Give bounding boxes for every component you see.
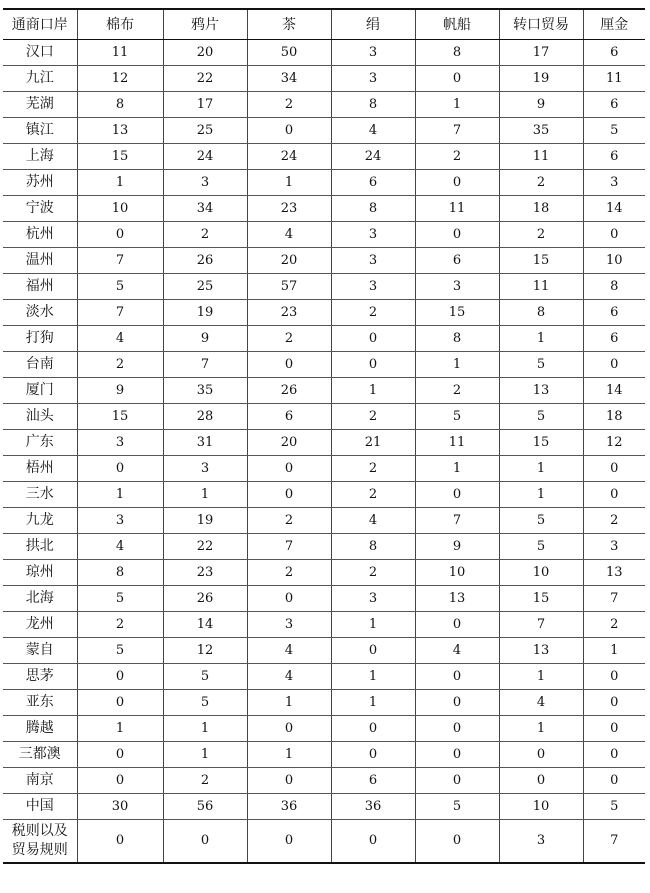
table-row xyxy=(3,611,645,637)
value-cell: 2 xyxy=(331,481,415,507)
port-name-cell: 上海 xyxy=(3,143,77,169)
table-row xyxy=(3,91,645,117)
port-name-cell: 中国 xyxy=(3,793,77,819)
port-name-cell: 福州 xyxy=(3,273,77,299)
value-cell: 11 xyxy=(415,195,499,221)
port-name-cell: 拱北 xyxy=(3,533,77,559)
value-cell: 3 xyxy=(331,65,415,91)
trade-statistics-table xyxy=(3,8,645,864)
port-name-line: 贸易规则 xyxy=(11,841,68,858)
value-cell: 1 xyxy=(247,741,331,767)
value-cell: 57 xyxy=(247,273,331,299)
value-cell: 2 xyxy=(247,325,331,351)
port-name-cell: 三水 xyxy=(3,481,77,507)
value-cell: 5 xyxy=(583,793,645,819)
column-header: 厘金 xyxy=(583,9,645,39)
value-cell: 9 xyxy=(415,533,499,559)
table-row xyxy=(3,403,645,429)
value-cell: 1 xyxy=(247,689,331,715)
value-cell: 0 xyxy=(77,663,163,689)
value-cell: 7 xyxy=(415,507,499,533)
value-cell: 6 xyxy=(415,247,499,273)
value-cell: 2 xyxy=(583,611,645,637)
value-cell: 5 xyxy=(499,403,583,429)
value-cell: 24 xyxy=(247,143,331,169)
value-cell: 56 xyxy=(163,793,247,819)
table-row xyxy=(3,39,645,65)
value-cell: 50 xyxy=(247,39,331,65)
value-cell: 23 xyxy=(247,299,331,325)
value-cell: 23 xyxy=(247,195,331,221)
value-cell: 4 xyxy=(247,663,331,689)
value-cell: 8 xyxy=(415,39,499,65)
value-cell: 5 xyxy=(415,793,499,819)
table-row xyxy=(3,689,645,715)
value-cell: 2 xyxy=(77,611,163,637)
value-cell: 7 xyxy=(77,247,163,273)
port-name-cell: 杭州 xyxy=(3,221,77,247)
value-cell: 1 xyxy=(331,377,415,403)
port-name-cell: 温州 xyxy=(3,247,77,273)
value-cell: 13 xyxy=(499,377,583,403)
value-cell: 11 xyxy=(77,39,163,65)
value-cell: 11 xyxy=(499,273,583,299)
table-row xyxy=(3,819,645,863)
value-cell: 2 xyxy=(331,403,415,429)
value-cell: 20 xyxy=(163,39,247,65)
value-cell: 9 xyxy=(163,325,247,351)
value-cell: 5 xyxy=(415,403,499,429)
value-cell: 0 xyxy=(77,767,163,793)
value-cell: 11 xyxy=(499,143,583,169)
value-cell: 14 xyxy=(163,611,247,637)
value-cell: 0 xyxy=(499,741,583,767)
table-row xyxy=(3,715,645,741)
value-cell: 1 xyxy=(415,455,499,481)
value-cell: 3 xyxy=(247,611,331,637)
value-cell: 22 xyxy=(163,65,247,91)
value-cell: 7 xyxy=(247,533,331,559)
value-cell: 2 xyxy=(415,143,499,169)
value-cell: 12 xyxy=(163,637,247,663)
value-cell: 3 xyxy=(499,819,583,863)
value-cell: 26 xyxy=(163,247,247,273)
value-cell: 11 xyxy=(415,429,499,455)
value-cell: 3 xyxy=(163,169,247,195)
table-row xyxy=(3,637,645,663)
value-cell: 8 xyxy=(77,559,163,585)
value-cell: 0 xyxy=(331,351,415,377)
port-name-cell: 淡水 xyxy=(3,299,77,325)
value-cell: 5 xyxy=(77,585,163,611)
value-cell: 1 xyxy=(499,481,583,507)
port-name-cell: 九江 xyxy=(3,65,77,91)
value-cell: 13 xyxy=(499,637,583,663)
port-name-cell: 龙州 xyxy=(3,611,77,637)
value-cell: 34 xyxy=(163,195,247,221)
value-cell: 2 xyxy=(331,559,415,585)
value-cell: 0 xyxy=(583,351,645,377)
table-header xyxy=(3,9,645,39)
value-cell: 10 xyxy=(77,195,163,221)
column-header: 帆船 xyxy=(415,9,499,39)
trade-table-container xyxy=(3,8,645,864)
port-name-cell: 北海 xyxy=(3,585,77,611)
value-cell: 15 xyxy=(415,299,499,325)
value-cell: 5 xyxy=(77,637,163,663)
value-cell: 4 xyxy=(77,533,163,559)
port-name-cell: 汉口 xyxy=(3,39,77,65)
value-cell: 1 xyxy=(331,611,415,637)
value-cell: 2 xyxy=(163,221,247,247)
value-cell: 3 xyxy=(583,533,645,559)
port-name-cell: 思茅 xyxy=(3,663,77,689)
value-cell: 0 xyxy=(415,741,499,767)
value-cell: 1 xyxy=(163,741,247,767)
table-row xyxy=(3,377,645,403)
value-cell: 0 xyxy=(331,741,415,767)
table-body xyxy=(3,39,645,863)
table-row xyxy=(3,455,645,481)
value-cell: 0 xyxy=(499,767,583,793)
value-cell: 22 xyxy=(163,533,247,559)
value-cell: 5 xyxy=(499,351,583,377)
port-name-cell: 厦门 xyxy=(3,377,77,403)
value-cell: 19 xyxy=(163,299,247,325)
value-cell: 15 xyxy=(77,403,163,429)
value-cell: 6 xyxy=(583,325,645,351)
value-cell: 12 xyxy=(583,429,645,455)
value-cell: 4 xyxy=(247,637,331,663)
value-cell: 9 xyxy=(77,377,163,403)
value-cell: 7 xyxy=(77,299,163,325)
value-cell: 10 xyxy=(499,559,583,585)
value-cell: 15 xyxy=(499,429,583,455)
port-name-line: 税则以及 xyxy=(11,822,68,839)
table-row xyxy=(3,195,645,221)
port-name-cell xyxy=(3,819,77,863)
value-cell: 25 xyxy=(163,117,247,143)
port-name-cell: 三都澳 xyxy=(3,741,77,767)
value-cell: 0 xyxy=(247,767,331,793)
value-cell: 0 xyxy=(247,481,331,507)
value-cell: 36 xyxy=(247,793,331,819)
value-cell: 4 xyxy=(499,689,583,715)
table-row xyxy=(3,429,645,455)
value-cell: 23 xyxy=(163,559,247,585)
value-cell: 31 xyxy=(163,429,247,455)
value-cell: 0 xyxy=(415,689,499,715)
value-cell: 1 xyxy=(331,689,415,715)
value-cell: 2 xyxy=(247,559,331,585)
value-cell: 21 xyxy=(331,429,415,455)
value-cell: 15 xyxy=(499,247,583,273)
value-cell: 1 xyxy=(247,169,331,195)
table-row xyxy=(3,533,645,559)
value-cell: 0 xyxy=(77,455,163,481)
value-cell: 15 xyxy=(499,585,583,611)
value-cell: 2 xyxy=(331,455,415,481)
value-cell: 8 xyxy=(331,195,415,221)
value-cell: 1 xyxy=(415,91,499,117)
value-cell: 1 xyxy=(583,637,645,663)
value-cell: 0 xyxy=(331,819,415,863)
table-row xyxy=(3,663,645,689)
value-cell: 0 xyxy=(247,351,331,377)
value-cell: 2 xyxy=(415,377,499,403)
header-row xyxy=(3,9,645,39)
value-cell: 7 xyxy=(163,351,247,377)
value-cell: 0 xyxy=(583,221,645,247)
table-row xyxy=(3,741,645,767)
value-cell: 5 xyxy=(583,117,645,143)
port-name-cell: 台南 xyxy=(3,351,77,377)
value-cell: 1 xyxy=(77,481,163,507)
value-cell: 0 xyxy=(77,741,163,767)
value-cell: 1 xyxy=(415,351,499,377)
value-cell: 0 xyxy=(331,715,415,741)
port-name-cell: 腾越 xyxy=(3,715,77,741)
value-cell: 4 xyxy=(331,507,415,533)
value-cell: 9 xyxy=(499,91,583,117)
value-cell: 3 xyxy=(415,273,499,299)
table-row xyxy=(3,221,645,247)
table-row xyxy=(3,65,645,91)
value-cell: 3 xyxy=(331,585,415,611)
value-cell: 0 xyxy=(583,455,645,481)
value-cell: 8 xyxy=(331,533,415,559)
value-cell: 1 xyxy=(163,481,247,507)
value-cell: 0 xyxy=(247,715,331,741)
value-cell: 1 xyxy=(499,325,583,351)
value-cell: 0 xyxy=(331,637,415,663)
port-name-cell: 镇江 xyxy=(3,117,77,143)
value-cell: 24 xyxy=(331,143,415,169)
value-cell: 34 xyxy=(247,65,331,91)
port-name-cell: 宁波 xyxy=(3,195,77,221)
column-header: 棉布 xyxy=(77,9,163,39)
value-cell: 8 xyxy=(331,91,415,117)
value-cell: 17 xyxy=(499,39,583,65)
value-cell: 13 xyxy=(583,559,645,585)
value-cell: 1 xyxy=(331,663,415,689)
value-cell: 0 xyxy=(583,663,645,689)
value-cell: 10 xyxy=(415,559,499,585)
value-cell: 4 xyxy=(247,221,331,247)
value-cell: 8 xyxy=(499,299,583,325)
value-cell: 2 xyxy=(163,767,247,793)
value-cell: 2 xyxy=(77,351,163,377)
value-cell: 0 xyxy=(583,767,645,793)
column-header: 绢 xyxy=(331,9,415,39)
table-row xyxy=(3,247,645,273)
value-cell: 3 xyxy=(77,429,163,455)
table-row xyxy=(3,507,645,533)
value-cell: 8 xyxy=(415,325,499,351)
value-cell: 8 xyxy=(583,273,645,299)
column-header-port: 通商口岸 xyxy=(3,9,77,39)
value-cell: 6 xyxy=(583,39,645,65)
value-cell: 5 xyxy=(499,507,583,533)
value-cell: 1 xyxy=(163,715,247,741)
port-name-cell: 苏州 xyxy=(3,169,77,195)
value-cell: 3 xyxy=(583,169,645,195)
table-row xyxy=(3,767,645,793)
table-row xyxy=(3,299,645,325)
value-cell: 14 xyxy=(583,377,645,403)
value-cell: 6 xyxy=(583,91,645,117)
value-cell: 11 xyxy=(583,65,645,91)
table-row xyxy=(3,325,645,351)
value-cell: 7 xyxy=(583,585,645,611)
value-cell: 35 xyxy=(163,377,247,403)
value-cell: 5 xyxy=(163,663,247,689)
value-cell: 28 xyxy=(163,403,247,429)
value-cell: 0 xyxy=(583,481,645,507)
table-row xyxy=(3,273,645,299)
value-cell: 0 xyxy=(247,585,331,611)
port-name-cell: 琼州 xyxy=(3,559,77,585)
value-cell: 1 xyxy=(499,663,583,689)
value-cell: 7 xyxy=(499,611,583,637)
value-cell: 0 xyxy=(247,455,331,481)
value-cell: 1 xyxy=(77,715,163,741)
value-cell: 1 xyxy=(77,169,163,195)
value-cell: 19 xyxy=(163,507,247,533)
column-header: 转口贸易 xyxy=(499,9,583,39)
value-cell: 2 xyxy=(499,221,583,247)
table-row xyxy=(3,793,645,819)
port-name-cell: 亚东 xyxy=(3,689,77,715)
value-cell: 5 xyxy=(163,689,247,715)
value-cell: 36 xyxy=(331,793,415,819)
value-cell: 4 xyxy=(77,325,163,351)
value-cell: 0 xyxy=(77,689,163,715)
table-row xyxy=(3,169,645,195)
value-cell: 4 xyxy=(415,637,499,663)
value-cell: 0 xyxy=(415,663,499,689)
table-row xyxy=(3,351,645,377)
value-cell: 26 xyxy=(163,585,247,611)
value-cell: 13 xyxy=(415,585,499,611)
table-row xyxy=(3,481,645,507)
value-cell: 10 xyxy=(583,247,645,273)
value-cell: 15 xyxy=(77,143,163,169)
value-cell: 35 xyxy=(499,117,583,143)
value-cell: 25 xyxy=(163,273,247,299)
value-cell: 6 xyxy=(583,143,645,169)
value-cell: 2 xyxy=(331,299,415,325)
value-cell: 0 xyxy=(583,689,645,715)
value-cell: 3 xyxy=(331,39,415,65)
value-cell: 13 xyxy=(77,117,163,143)
value-cell: 0 xyxy=(77,221,163,247)
value-cell: 24 xyxy=(163,143,247,169)
value-cell: 6 xyxy=(583,299,645,325)
value-cell: 0 xyxy=(415,221,499,247)
value-cell: 26 xyxy=(247,377,331,403)
value-cell: 8 xyxy=(77,91,163,117)
value-cell: 0 xyxy=(77,819,163,863)
value-cell: 12 xyxy=(77,65,163,91)
value-cell: 2 xyxy=(247,507,331,533)
value-cell: 19 xyxy=(499,65,583,91)
value-cell: 0 xyxy=(415,715,499,741)
value-cell: 6 xyxy=(247,403,331,429)
value-cell: 6 xyxy=(331,767,415,793)
value-cell: 4 xyxy=(331,117,415,143)
value-cell: 0 xyxy=(415,65,499,91)
port-name-cell: 九龙 xyxy=(3,507,77,533)
value-cell: 0 xyxy=(583,741,645,767)
value-cell: 0 xyxy=(247,117,331,143)
column-header: 鸦片 xyxy=(163,9,247,39)
value-cell: 18 xyxy=(583,403,645,429)
value-cell: 5 xyxy=(499,533,583,559)
value-cell: 0 xyxy=(331,325,415,351)
value-cell: 0 xyxy=(247,819,331,863)
port-name-cell: 蒙自 xyxy=(3,637,77,663)
value-cell: 3 xyxy=(331,247,415,273)
value-cell: 2 xyxy=(247,91,331,117)
port-name-cell: 芜湖 xyxy=(3,91,77,117)
value-cell: 10 xyxy=(499,793,583,819)
value-cell: 2 xyxy=(499,169,583,195)
column-header: 茶 xyxy=(247,9,331,39)
port-name-cell: 广东 xyxy=(3,429,77,455)
table-row xyxy=(3,559,645,585)
value-cell: 0 xyxy=(415,169,499,195)
value-cell: 0 xyxy=(583,715,645,741)
port-name-cell: 南京 xyxy=(3,767,77,793)
value-cell: 7 xyxy=(583,819,645,863)
value-cell: 3 xyxy=(163,455,247,481)
table-row xyxy=(3,143,645,169)
value-cell: 17 xyxy=(163,91,247,117)
port-name-cell: 梧州 xyxy=(3,455,77,481)
value-cell: 6 xyxy=(331,169,415,195)
value-cell: 20 xyxy=(247,247,331,273)
port-name-cell: 打狗 xyxy=(3,325,77,351)
value-cell: 20 xyxy=(247,429,331,455)
value-cell: 0 xyxy=(415,819,499,863)
value-cell: 7 xyxy=(415,117,499,143)
value-cell: 0 xyxy=(415,767,499,793)
value-cell: 2 xyxy=(583,507,645,533)
table-row xyxy=(3,117,645,143)
value-cell: 18 xyxy=(499,195,583,221)
value-cell: 3 xyxy=(77,507,163,533)
value-cell: 0 xyxy=(415,481,499,507)
port-name-cell: 汕头 xyxy=(3,403,77,429)
value-cell: 1 xyxy=(499,455,583,481)
value-cell: 3 xyxy=(331,273,415,299)
value-cell: 0 xyxy=(415,611,499,637)
table-row xyxy=(3,585,645,611)
value-cell: 1 xyxy=(499,715,583,741)
value-cell: 0 xyxy=(163,819,247,863)
value-cell: 3 xyxy=(331,221,415,247)
value-cell: 5 xyxy=(77,273,163,299)
value-cell: 30 xyxy=(77,793,163,819)
value-cell: 14 xyxy=(583,195,645,221)
